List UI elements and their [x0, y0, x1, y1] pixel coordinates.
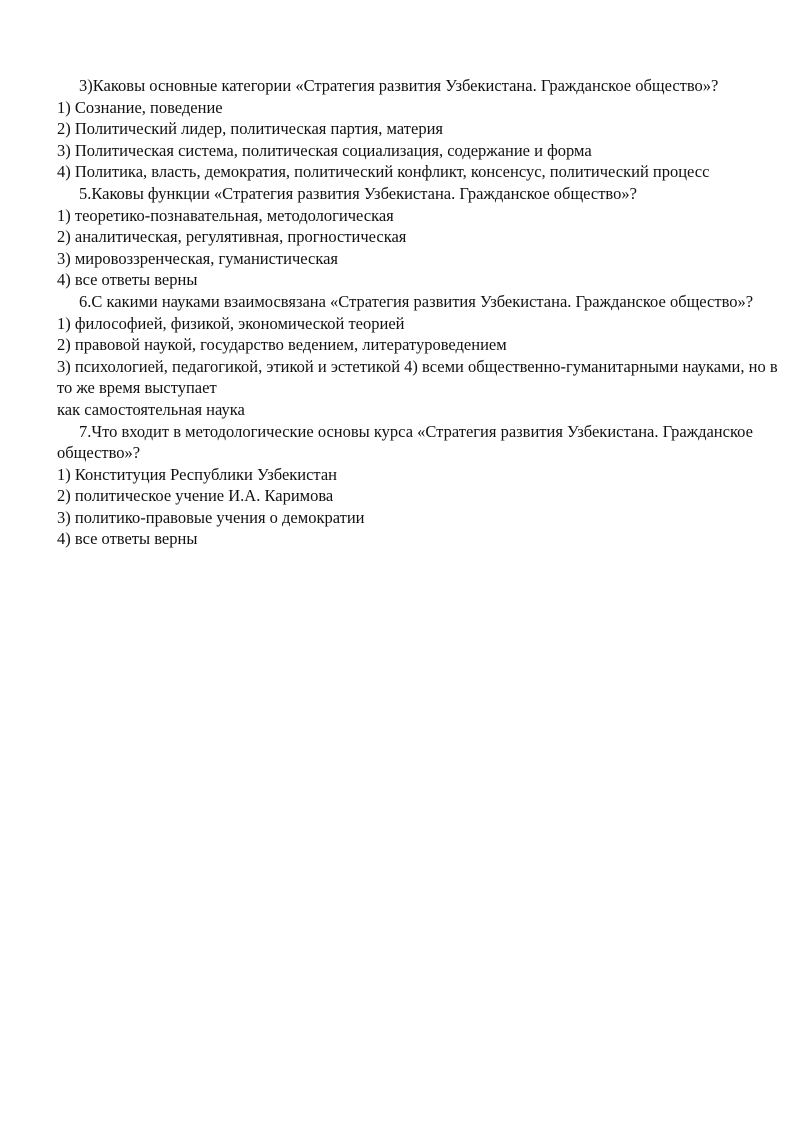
question-block	[57, 183, 779, 291]
answer-option: 3) Политическая система, политическая социализация, содержание и форма	[57, 140, 592, 160]
answer-option: 4) все ответы верны	[57, 270, 198, 290]
question-block	[57, 291, 779, 421]
answer-option: 4) Политика, власть, демократия, политический конфликт, консенсус, политический процесс	[57, 162, 710, 182]
answer-option: 1) теоретико-познавательная, методологическая	[57, 205, 394, 225]
question-text: 3)Каковы основные категории «Стратегия развития Узбекистана. Гражданское общество»?	[79, 76, 719, 95]
answer-option: 1) Сознание, поведение	[57, 97, 223, 117]
answer-option: 1) Конституция Республики Узбекистан	[57, 464, 338, 484]
answer-continuation: как самостоятельная наука	[57, 399, 245, 419]
question-block	[57, 421, 779, 551]
question-text: 6.С какими науками взаимосвязана «Стратегия развития Узбекистана. Гражданское общество»?	[79, 291, 754, 311]
answer-option: 4) все ответы верны	[57, 529, 198, 549]
answer-option: 1) философией, физикой, экономической теорией	[57, 313, 405, 333]
answer-option: 3) политико-правовые учения о демократии	[57, 507, 365, 527]
question-text: 5.Каковы функции «Стратегия развития Узбекистана. Гражданское общество»?	[79, 183, 637, 203]
answer-option: 2) аналитическая, регулятивная, прогностическая	[57, 227, 407, 247]
answer-option: 2) Политический лидер, политическая партия, материя	[57, 119, 443, 139]
document-page	[57, 75, 779, 550]
question-text: 7.Что входит в методологические основы курса «Стратегия развития Узбекистана. Гражданское общество»?	[57, 421, 753, 463]
question-block	[57, 75, 779, 183]
answer-option: 2) политическое учение И.А. Каримова	[57, 486, 334, 506]
answer-option: 3) мировоззренческая, гуманистическая	[57, 248, 339, 268]
answer-option: 3) психологией, педагогикой, этикой и эстетикой 4) всеми общественно-гуманитарными науками, но в то же время выступает	[57, 356, 778, 398]
answer-option: 2) правовой наукой, государство ведением, литературоведением	[57, 335, 507, 355]
